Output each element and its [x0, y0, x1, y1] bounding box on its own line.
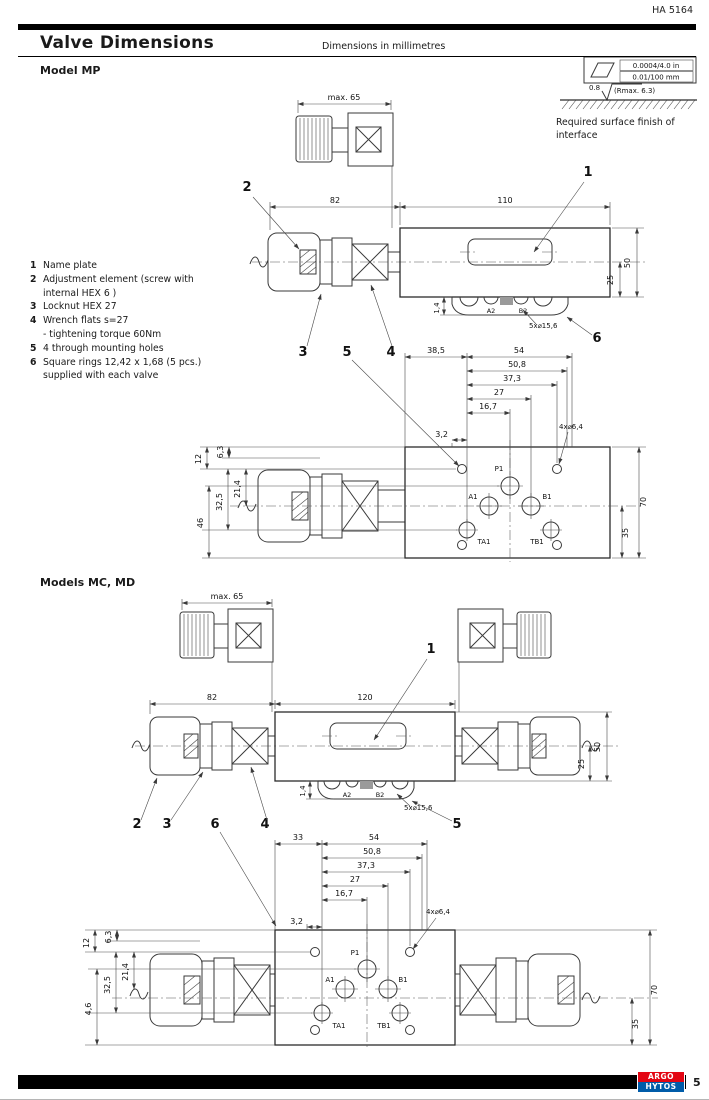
knurl-stripes	[521, 614, 545, 656]
mp-rings-note: 5x⌀15,6	[529, 322, 558, 330]
mp-holes-note: 4x⌀6,4	[559, 423, 583, 431]
mcmd-dim-63: 6,3	[104, 930, 113, 944]
callout-2: 2	[132, 817, 142, 832]
model-mp-heading: Model MP	[40, 64, 101, 77]
mcmd-dim-32: 3,2	[290, 917, 303, 926]
mp-dim-50: 50	[623, 257, 632, 269]
mp-label-b1: B1	[542, 493, 552, 501]
legend-num: 5	[30, 342, 37, 354]
knurl-stripes	[300, 118, 328, 160]
mp-dim-14: 1,4	[433, 302, 441, 314]
mp-dim-max65: max. 65	[327, 93, 361, 102]
callout-4: 4	[260, 817, 270, 832]
mcmd-side-view	[132, 712, 618, 781]
mp-mount-hole	[553, 465, 562, 474]
mcmd-callouts	[132, 642, 461, 926]
header-bar	[18, 24, 696, 30]
rmax-value: (Rmax. 6.3)	[614, 87, 656, 95]
surface-finish-symbol	[560, 57, 697, 109]
mcmd-dim-120: 120	[357, 693, 373, 702]
legend-item	[30, 314, 280, 328]
legend-text: Adjustment element (screw with	[43, 273, 194, 285]
caption-line-2: interface	[556, 130, 598, 141]
models-mcmd-heading: Models MC, MD	[40, 576, 136, 589]
mcmd-dim-82: 82	[206, 693, 218, 702]
caption-line-1: Required surface finish of	[556, 117, 675, 128]
mp-dim-46: 46	[196, 517, 205, 529]
legend	[30, 259, 280, 383]
mp-dim-373: 37,3	[503, 374, 521, 383]
mp-mounting-face	[405, 447, 610, 558]
mcmd-bottom-dimensions	[82, 833, 659, 1045]
mcmd-flange	[299, 781, 433, 812]
mcmd-dim-27: 27	[349, 875, 361, 884]
legend-num: 3	[30, 301, 37, 313]
legend-item	[30, 259, 280, 273]
mp-name-plate	[468, 239, 552, 265]
legend-item-cont	[30, 328, 280, 342]
mcmd-mount-hole	[311, 948, 320, 957]
legend-item	[30, 300, 280, 314]
footer-bar	[18, 1075, 686, 1089]
knurl-stripes	[184, 614, 208, 656]
mp-dim-167: 16,7	[479, 402, 497, 411]
page-title: Valve Dimensions	[40, 33, 214, 53]
legend-num: 4	[30, 315, 37, 327]
mcmd-label-b1: B1	[398, 976, 408, 984]
mcmd-dim-373: 37,3	[357, 861, 375, 870]
mcmd-label-a1: A1	[325, 976, 335, 984]
mp-flange	[433, 297, 568, 330]
units-note: Dimensions in millimetres	[322, 41, 446, 52]
header-rule	[18, 56, 696, 57]
legend-item	[30, 356, 280, 370]
mcmd-holes-note: 4x⌀6,4	[426, 908, 450, 916]
callout-6: 6	[210, 817, 220, 832]
callout-6: 6	[592, 331, 602, 346]
legend-text: Name plate	[43, 260, 97, 271]
mcmd-dim-46: 4,6	[84, 1002, 93, 1016]
callout-1: 1	[583, 165, 593, 180]
legend-num: 2	[30, 273, 37, 285]
legend-text: Wrench flats s=27	[43, 315, 129, 327]
mp-label-ta1: TA1	[477, 538, 491, 546]
mcmd-label-ta1: TA1	[332, 1022, 346, 1030]
legend-num: 6	[30, 356, 37, 368]
mcmd-dim-50: 50	[593, 741, 602, 753]
argo-hytos-logo	[637, 1071, 685, 1093]
legend-text: Square rings 12,42 x 1,68 (5 pcs.)	[43, 356, 202, 368]
mp-connector	[296, 113, 393, 228]
logo-hytos: HYTOS	[638, 1082, 684, 1092]
mp-dim-214: 21,4	[233, 480, 242, 498]
mp-label-a1: A1	[468, 493, 478, 501]
roughness-value: 0.8	[589, 84, 601, 92]
logo-argo: ARGO	[638, 1072, 684, 1082]
callout-5: 5	[342, 345, 352, 360]
surface-finish-mm: 0.01/100 mm	[632, 73, 680, 82]
mcmd-dim-12: 12	[82, 937, 91, 949]
mp-valve-body	[400, 228, 610, 297]
legend-item	[30, 342, 280, 356]
mcmd-mount-hole	[406, 1026, 415, 1035]
mp-side-view	[250, 228, 648, 297]
mp-dim-25: 25	[606, 274, 615, 286]
mp-dim-325: 32,5	[215, 493, 224, 511]
callout-1: 1	[426, 642, 436, 657]
mp-dim-82: 82	[329, 196, 341, 205]
mp-mount-hole	[458, 541, 467, 550]
mcmd-mount-hole	[311, 1026, 320, 1035]
mcmd-port-b2-label: B2	[375, 791, 385, 799]
mp-dim-110: 110	[497, 196, 513, 205]
wire-squiggle	[130, 989, 148, 999]
mcmd-label-p1: P1	[350, 949, 360, 957]
legend-text: Locknut HEX 27	[43, 301, 117, 313]
mcmd-mounting-face	[275, 930, 455, 1045]
doc-number: HA 5164	[652, 5, 693, 16]
legend-text: - tightening torque 60Nm	[43, 328, 162, 340]
legend-text: 4 through mounting holes	[43, 342, 164, 354]
mp-dim-63: 6,3	[216, 445, 225, 459]
mp-mount-hole	[553, 541, 562, 550]
legend-text: internal HEX 6 )	[43, 287, 117, 299]
mp-dim-508: 50,8	[508, 360, 526, 369]
callout-2: 2	[242, 180, 252, 195]
mp-dim-385: 38,5	[427, 346, 445, 355]
mp-dim-70: 70	[639, 496, 648, 508]
mcmd-dim-214: 21,4	[121, 963, 130, 981]
hatch-ground	[562, 100, 695, 109]
surface-finish-caption	[556, 116, 675, 142]
mp-port-a2-label: A2	[486, 307, 496, 315]
mp-port-b2-label: B2	[518, 307, 528, 315]
legend-num: 1	[30, 260, 37, 271]
mcmd-dim-25: 25	[577, 758, 586, 770]
mp-dim-54: 54	[513, 346, 525, 355]
mp-dim-27: 27	[493, 388, 505, 397]
mp-dim-32: 3,2	[435, 430, 448, 439]
callout-5: 5	[452, 817, 462, 832]
wire-squiggle	[132, 741, 150, 751]
mcmd-dim-14: 1,4	[299, 785, 307, 797]
mcmd-dim-508: 50,8	[363, 847, 381, 856]
surface-finish-inch: 0.0004/4.0 in	[632, 62, 680, 70]
mcmd-name-plate	[330, 723, 406, 749]
legend-item	[30, 273, 280, 287]
mcmd-label-tb1: TB1	[377, 1022, 391, 1030]
parallelogram-icon	[591, 63, 614, 77]
page-number: 5	[693, 1076, 701, 1089]
mcmd-dim-325: 32,5	[103, 976, 112, 994]
callout-3: 3	[298, 345, 308, 360]
mcmd-top-dimensions	[150, 693, 455, 714]
legend-item-cont	[30, 369, 280, 383]
mp-dim-35: 35	[621, 527, 630, 539]
mcmd-dim-max65: max. 65	[210, 592, 244, 601]
mcmd-bottom-view	[112, 924, 658, 1050]
mcmd-dim-70: 70	[650, 984, 659, 996]
callout-4: 4	[386, 345, 396, 360]
mcmd-dim-35: 35	[631, 1018, 640, 1030]
mcmd-valve-body	[275, 712, 455, 781]
mp-dim-12: 12	[194, 453, 203, 465]
mcmd-dim-54: 54	[368, 833, 380, 842]
callout-3: 3	[162, 817, 172, 832]
mcmd-port-a2-label: A2	[342, 791, 352, 799]
mcmd-dim-33: 33	[292, 833, 304, 842]
legend-text: supplied with each valve	[43, 370, 159, 382]
mp-label-tb1: TB1	[530, 538, 544, 546]
mcmd-dim-167: 16,7	[335, 889, 353, 898]
mcmd-drawing	[82, 592, 659, 1050]
mp-label-p1: P1	[494, 465, 504, 473]
legend-item-cont	[30, 287, 280, 301]
mcmd-rings-note: 5x⌀15,6	[404, 804, 433, 812]
